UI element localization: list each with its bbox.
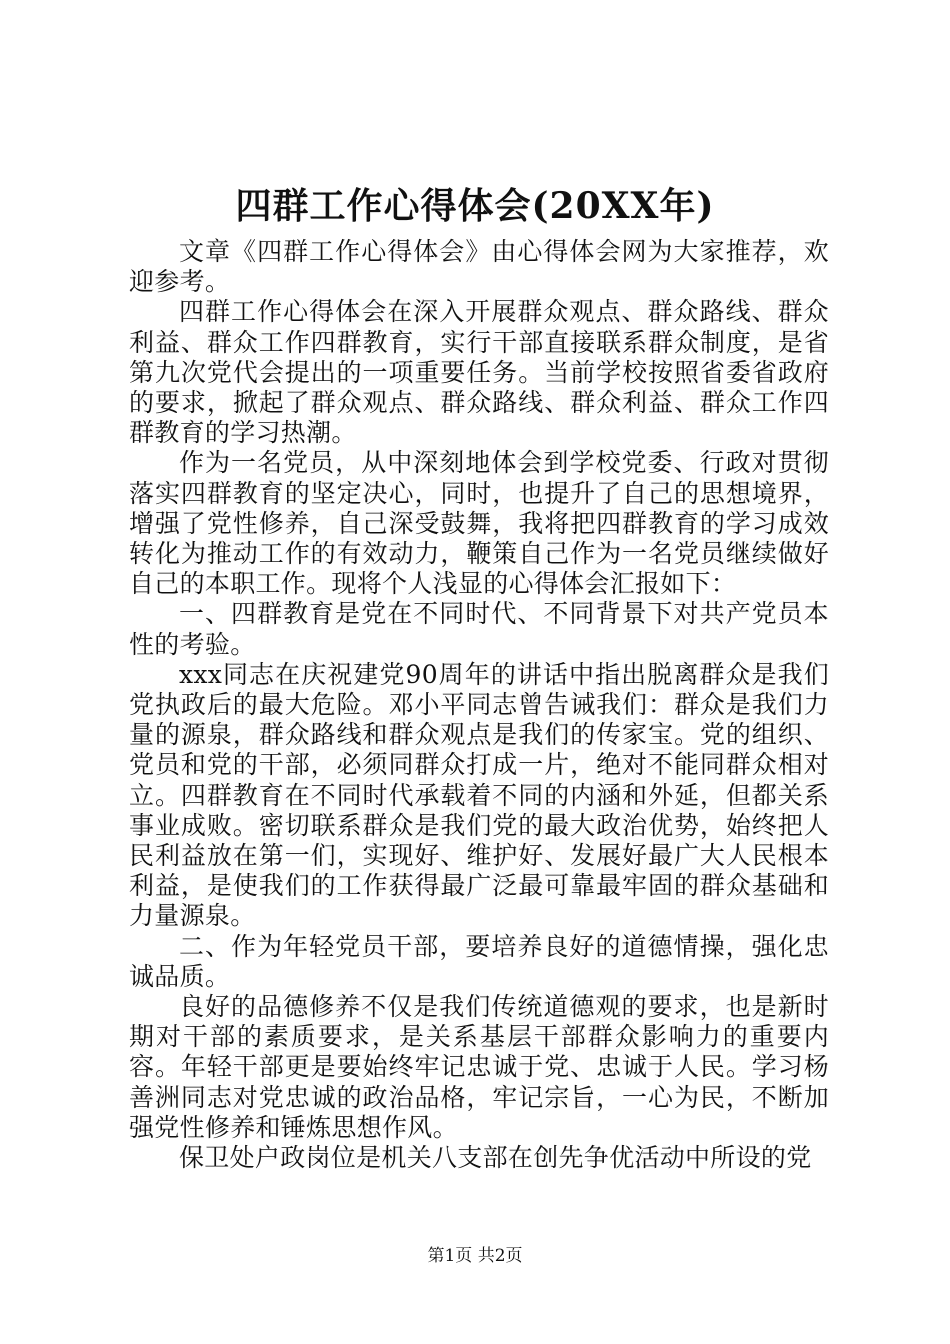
- page-number-footer: 第1页 共2页: [427, 1246, 523, 1266]
- document-title: 四群工作心得体会(20XX年): [235, 185, 715, 227]
- paragraph-heading-two: 二、作为年轻党员干部，要培养良好的道德情操，强化忠诚品质。: [129, 931, 829, 991]
- document-body: [129, 237, 829, 1173]
- paragraph-reflection: 作为一名党员，从中深刻地体会到学校党委、行政对贯彻落实四群教育的坚定决心，同时，也提升了自己的思想境界，增强了党性修养，自己深受鼓舞，我将把四群教育的学习成效转化为推动工作的有效动力，鞭策自己作为一名党员继续做好自己的本职工作。现将个人浅显的心得体会汇报如下：: [129, 448, 829, 599]
- paragraph-overview: 四群工作心得体会在深入开展群众观点、群众路线、群众利益、群众工作四群教育，实行干部直接联系群众制度，是省第九次党代会提出的一项重要任务。当前学校按照省委省政府的要求，掀起了群众观点、群众路线、群众利益、群众工作四群教育的学习热潮。: [129, 297, 829, 448]
- paragraph-point-one: xxx同志在庆祝建党90周年的讲话中指出脱离群众是我们党执政后的最大危险。邓小平同志曾告诫我们：群众是我们力量的源泉，群众路线和群众观点是我们的传家宝。党的组织、党员和党的干部，必须同群众打成一片，绝对不能同群众相对立。四群教育在不同时代承载着不同的内涵和外延，但都关系事业成败。密切联系群众是我们党的最大政治优势，始终把人民利益放在第一们，实现好、维护好、发展好最广大人民根本利益，是使我们的工作获得最广泛最可靠最牢固的群众基础和力量源泉。: [129, 659, 829, 931]
- paragraph-intro: 文章《四群工作心得体会》由心得体会网为大家推荐，欢迎参考。: [129, 237, 829, 297]
- paragraph-continued: 保卫处户政岗位是机关八支部在创先争优活动中所设的党: [179, 1143, 812, 1173]
- paragraph-point-two: 良好的品德修养不仅是我们传统道德观的要求，也是新时期对干部的素质要求，是关系基层干部群众影响力的重要内容。年轻干部更是要始终牢记忠诚于党、忠诚于人民。学习杨善洲同志对党忠诚的政治品格，牢记宗旨，一心为民，不断加强党性修养和锤炼思想作风。: [129, 992, 829, 1142]
- paragraph-heading-one: 一、四群教育是党在不同时代、不同背景下对共产党员本性的考验。: [129, 599, 829, 659]
